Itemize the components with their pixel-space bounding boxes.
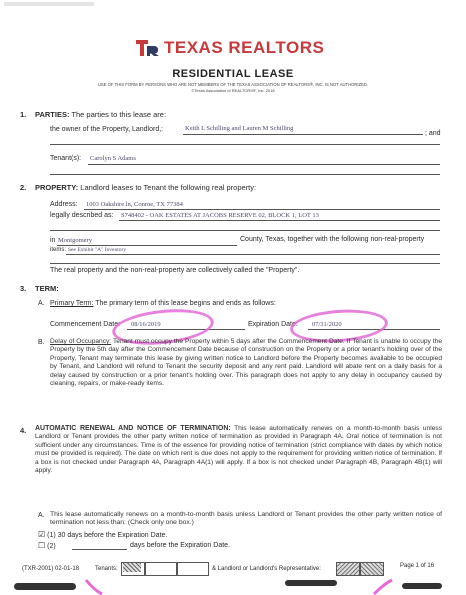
expiration-value: 07/31/2020 (312, 321, 342, 328)
in-label: in (50, 237, 56, 244)
property-intro: Landlord leases to Tenant the following real property: (80, 183, 257, 192)
header-notice: USE OF THIS FORM BY PERSONS WHO ARE NOT MEMBERS OF THE TEXAS ASSOCIATION OF REALTORS®, INC. IS NOT AUTHORIZED. (97, 82, 369, 87)
logo-text: TEXAS REALTORS (164, 38, 325, 57)
renewal-a-text: This lease automatically renews on a month-to-month basis unless Landlord or Tenant provides the other party written notice of termination not less than: (Check only one box.) (50, 511, 442, 527)
renewal-option-2[interactable] (38, 541, 56, 550)
renewal-paragraph (35, 425, 442, 505)
term-b-text: Tenant must occupy the Property within 5 days after the Commencement Date. If Tenant is unable to occupy the Property by the 5th day after the Commencement Date because of construction on the Property or a prior tenant's holding over of the Property, Tenant may terminate this lease by giving written notice to Landlord before the Property becomes available to be occupied by Tenant, and Landlord will refund to Tenant the security deposit and any rent paid. Landlord will abate rent on a daily basis for a delay caused by construction or a prior tenant's holding over. This paragraph does not apply to any delay in occupancy caused by cleaning, repairs, or make-ready items. (50, 338, 442, 388)
renewal-option-1[interactable] (38, 530, 167, 539)
section-1-number: 1. (20, 110, 27, 119)
commencement-value: 08/16/2019 (131, 321, 161, 328)
tenant-line (88, 164, 440, 165)
section-3-heading: TERM: (35, 284, 59, 293)
scan-blot-right (402, 583, 442, 589)
renewal-a-label: A. (38, 512, 45, 519)
and-label: ; and (425, 130, 441, 137)
scan-top-smudge (4, 2, 94, 6)
items-value: See Exhibit "A" Inventory (68, 247, 127, 253)
term-b-paragraph (50, 338, 442, 418)
header-copyright: ©Texas Association of REALTORS®, Inc. 2018 (191, 88, 275, 93)
tenant-initials-box-3[interactable] (177, 562, 209, 576)
tr-logo-icon (134, 38, 160, 58)
address-value: 1003 Oakshire ln, Conroe, TX 77384 (86, 201, 183, 208)
items-line (66, 254, 440, 255)
section-2-heading-line (35, 183, 256, 192)
commencement-label: Commencement Date: (50, 321, 121, 328)
tenants-label: Tenants: (95, 566, 118, 572)
tenant-initials-box-2[interactable] (145, 562, 177, 576)
parties-intro: The parties to this lease are: (71, 110, 167, 119)
term-a-heading: Primary Term: (50, 300, 94, 307)
page-title: RESIDENTIAL LEASE (172, 68, 294, 80)
option-2-prefix: (2) (47, 543, 56, 550)
term-b-heading: Delay of Occupancy: (50, 338, 112, 345)
address-line (84, 209, 440, 210)
landlord-line (183, 134, 423, 135)
renewal-text: This lease automatically renews on a month-to-month basis unless Landlord or Tenant provides the other party written notice of termination as provided in Paragraph 4A. Oral notice of termination is not sufficient under any circumstances. Time is of the essence for providing notice of termination (strict compliance with dates by which notice must be provided is required). The date on which rent is due does not apply to the requirement for providing written notice of termination. If a box is not checked under Paragraph 4A, Paragraph 4A(1) will apply. If a box is not checked under Paragraph 4B, Paragraph 4B(1) will apply. (35, 425, 442, 475)
section-2-heading: PROPERTY: (35, 183, 79, 192)
section-2-number: 2. (20, 183, 27, 192)
landlord-rep-label: & Landlord or Landlord's Representative: (212, 566, 321, 572)
option-2-checkbox[interactable]: ☐ (38, 541, 46, 550)
items-label: items: (50, 247, 67, 253)
landlord-value: Keith L Schilling and Lauren M Schilling (185, 125, 294, 132)
property-collective: The real property and the non-real-property are collectively called the "Property". (50, 267, 300, 274)
legal-line-2 (50, 230, 440, 231)
section-3-number: 3. (20, 284, 27, 293)
tenant-value: Carolyn S Adams (90, 155, 136, 162)
pink-arrow-mark-right (372, 578, 394, 595)
page-number: Page 1 of 16 (400, 563, 435, 569)
landlord-initials-box-1[interactable] (336, 562, 360, 576)
county-value: Montgomery (58, 237, 92, 244)
landlord-initials-box-2[interactable] (360, 562, 384, 576)
tenant-line-2 (50, 174, 440, 175)
section-1-heading: PARTIES: (35, 110, 70, 119)
form-id: (TXR-2001) 02-01-18 (22, 566, 80, 572)
pink-arrow-mark-left (84, 578, 104, 595)
scan-blot-left (14, 583, 76, 590)
term-a-text: The primary term of this lease begins and ends as follows: (95, 300, 276, 307)
term-a-line (50, 300, 276, 307)
section-4-number: 4. (20, 426, 27, 435)
expiration-label: Expiration Date: (248, 321, 298, 328)
items-line-2 (50, 263, 440, 264)
legal-value: S748402 - OAK ESTATES AT JACOBS RESERVE 02, BLOCK 1, LOT 13 (121, 212, 319, 219)
section-4-heading: AUTOMATIC RENEWAL AND NOTICE OF TERMINATION: (35, 425, 231, 432)
address-label: Address: (50, 201, 78, 208)
county-line (57, 245, 237, 246)
landlord-line-2 (50, 144, 440, 145)
scan-blot-center (285, 580, 337, 586)
tenant-initials-stamp (123, 563, 141, 572)
term-a-label: A. (38, 300, 45, 307)
county-suffix: County, Texas, together with the following non-real-property (240, 236, 425, 243)
option-2-line (72, 549, 127, 550)
logo (134, 36, 334, 60)
legal-line (119, 220, 440, 221)
option-2-suffix: days before the Expiration Date. (130, 542, 231, 549)
landlord-prefix: the owner of the Property, Landlord,: (50, 126, 164, 133)
section-1-heading-line (35, 110, 166, 119)
term-b-label: B. (38, 339, 45, 346)
option-1-label: (1) 30 days before the Expiration Date. (47, 532, 168, 539)
tenant-label: Tenant(s): (50, 155, 82, 162)
option-1-checkbox[interactable]: ☑ (38, 530, 46, 539)
legal-label: legally described as: (50, 212, 114, 219)
